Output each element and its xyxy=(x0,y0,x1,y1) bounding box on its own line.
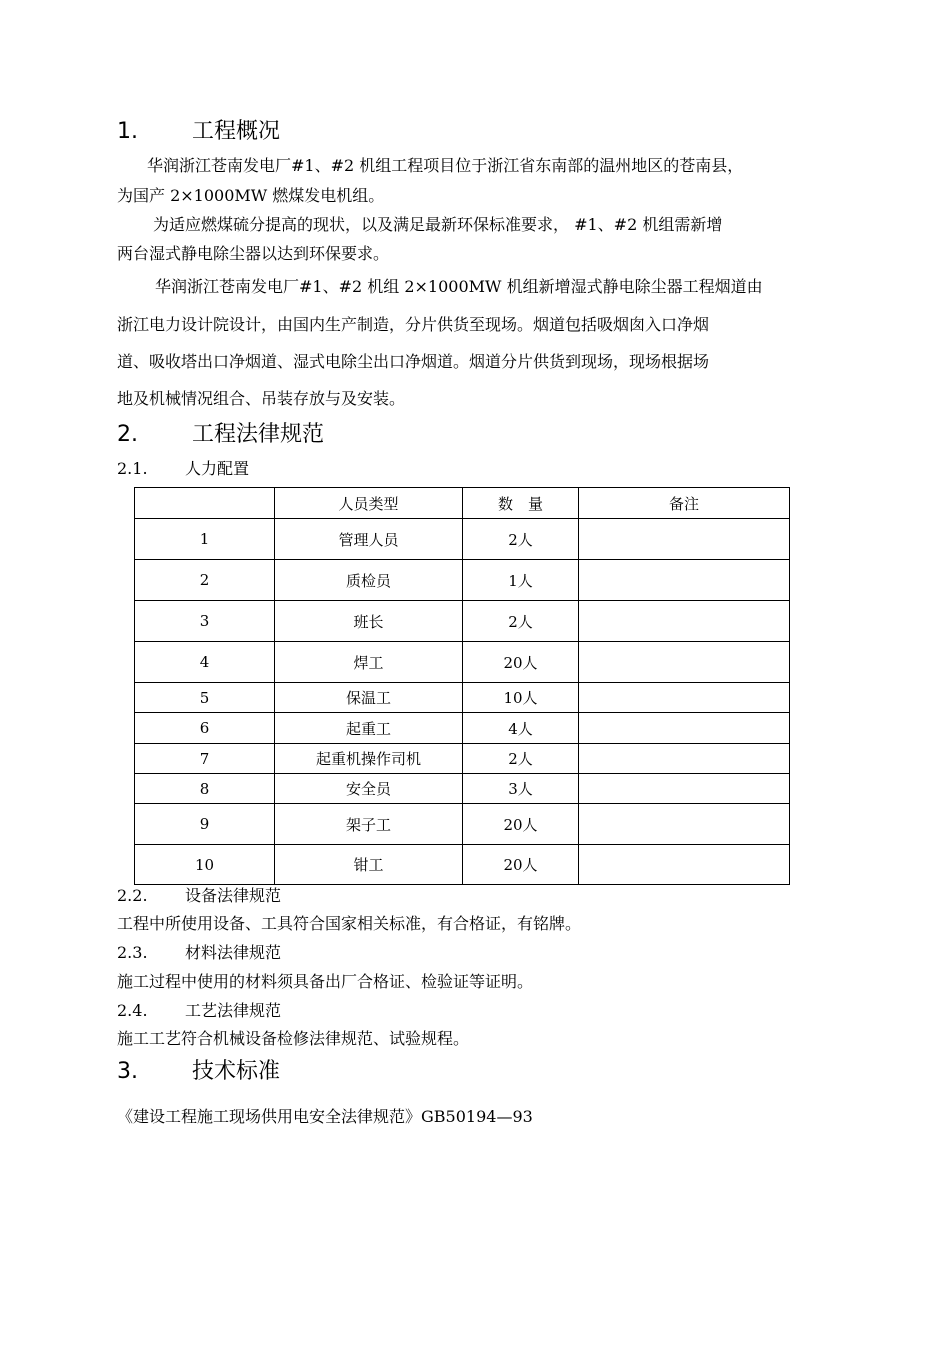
table-cell: 班长 xyxy=(275,601,463,642)
staffing-table xyxy=(134,487,790,885)
table-row xyxy=(135,642,790,683)
table-cell: 钳工 xyxy=(275,845,463,885)
section-title: 工程法律规范 xyxy=(192,422,325,447)
subsection-number: 2.4. xyxy=(117,1001,148,1020)
table-cell: 6 xyxy=(135,713,275,744)
standard-reference: 《建设工程施工现场供用电安全法律规范》GB50194—93 xyxy=(117,1107,533,1126)
table-cell: 10 xyxy=(135,845,275,885)
table-row xyxy=(135,845,790,885)
subsection-title: 工艺法律规范 xyxy=(185,1001,282,1020)
table-cell xyxy=(579,713,790,744)
table-cell xyxy=(579,560,790,601)
table-cell: 4人 xyxy=(463,713,579,744)
table-cell: 2 xyxy=(135,560,275,601)
section-title: 工程概况 xyxy=(192,119,281,144)
table-cell: 1人 xyxy=(463,560,579,601)
paragraph-line: 施工工艺符合机械设备检修法律规范、试验规程。 xyxy=(117,1029,470,1048)
table-header-cell: 人员类型 xyxy=(275,488,463,519)
table-cell xyxy=(579,642,790,683)
subsection-title: 材料法律规范 xyxy=(185,943,282,962)
table-row xyxy=(135,744,790,774)
table-cell: 2人 xyxy=(463,601,579,642)
table-row xyxy=(135,774,790,804)
table-cell xyxy=(579,774,790,804)
table-cell: 质检员 xyxy=(275,560,463,601)
table-row xyxy=(135,560,790,601)
subsection-title: 设备法律规范 xyxy=(185,886,282,905)
table-cell xyxy=(579,845,790,885)
table-cell: 3人 xyxy=(463,774,579,804)
table-cell: 9 xyxy=(135,804,275,845)
table-cell: 起重工 xyxy=(275,713,463,744)
table-cell xyxy=(579,683,790,713)
table-row xyxy=(135,713,790,744)
section-number: 1. xyxy=(117,119,138,144)
table-cell: 3 xyxy=(135,601,275,642)
paragraph-line: 地及机械情况组合、吊装存放与及安装。 xyxy=(117,389,406,408)
subsection-number: 2.2. xyxy=(117,886,148,905)
table-row xyxy=(135,519,790,560)
paragraph-line: 为国产 2×1000MW 燃煤发电机组。 xyxy=(117,186,385,205)
table-header-cell xyxy=(135,488,275,519)
subsection-number: 2.1. xyxy=(117,459,148,478)
table-cell: 20人 xyxy=(463,642,579,683)
subsection-title: 人力配置 xyxy=(185,459,250,478)
table-row xyxy=(135,683,790,713)
table-cell: 5 xyxy=(135,683,275,713)
table-cell: 焊工 xyxy=(275,642,463,683)
paragraph-line: 两台湿式静电除尘器以达到环保要求。 xyxy=(117,244,390,263)
table-cell xyxy=(579,519,790,560)
table-header-cell: 数 量 xyxy=(463,488,579,519)
table-cell: 4 xyxy=(135,642,275,683)
table-cell: 起重机操作司机 xyxy=(275,744,463,774)
paragraph-line: 为适应燃煤硫分提高的现状，以及满足最新环保标准要求， #1、#2 机组需新增 xyxy=(153,215,723,234)
paragraph-line: 道、吸收塔出口净烟道、湿式电除尘出口净烟道。烟道分片供货到现场，现场根据场 xyxy=(117,352,710,371)
table-cell: 20人 xyxy=(463,845,579,885)
paragraph-line: 华润浙江苍南发电厂#1、#2 机组工程项目位于浙江省东南部的温州地区的苍南县， xyxy=(147,156,744,175)
paragraph-line: 华润浙江苍南发电厂#1、#2 机组 2×1000MW 机组新增湿式静电除尘器工程烟道由 xyxy=(155,277,763,296)
table-cell: 10人 xyxy=(463,683,579,713)
paragraph-line: 工程中所使用设备、工具符合国家相关标准，有合格证，有铭牌。 xyxy=(117,914,582,933)
section-number: 2. xyxy=(117,422,138,447)
table-cell xyxy=(579,804,790,845)
table-cell: 2人 xyxy=(463,519,579,560)
table-cell: 1 xyxy=(135,519,275,560)
table-cell: 保温工 xyxy=(275,683,463,713)
table-row xyxy=(135,601,790,642)
table-cell: 20人 xyxy=(463,804,579,845)
table-cell: 8 xyxy=(135,774,275,804)
table-header-cell: 备注 xyxy=(579,488,790,519)
section-title: 技术标准 xyxy=(192,1059,281,1084)
paragraph-line: 施工过程中使用的材料须具备出厂合格证、检验证等证明。 xyxy=(117,972,534,991)
paragraph-line: 浙江电力设计院设计，由国内生产制造，分片供货至现场。烟道包括吸烟囱入口净烟 xyxy=(117,315,710,334)
table-cell: 2人 xyxy=(463,744,579,774)
section-number: 3. xyxy=(117,1059,138,1084)
table-cell: 架子工 xyxy=(275,804,463,845)
table-cell xyxy=(579,744,790,774)
table-row xyxy=(135,804,790,845)
table-cell: 管理人员 xyxy=(275,519,463,560)
table-cell: 7 xyxy=(135,744,275,774)
table-header-row xyxy=(135,488,790,519)
table-cell: 安全员 xyxy=(275,774,463,804)
subsection-number: 2.3. xyxy=(117,943,148,962)
table-cell xyxy=(579,601,790,642)
